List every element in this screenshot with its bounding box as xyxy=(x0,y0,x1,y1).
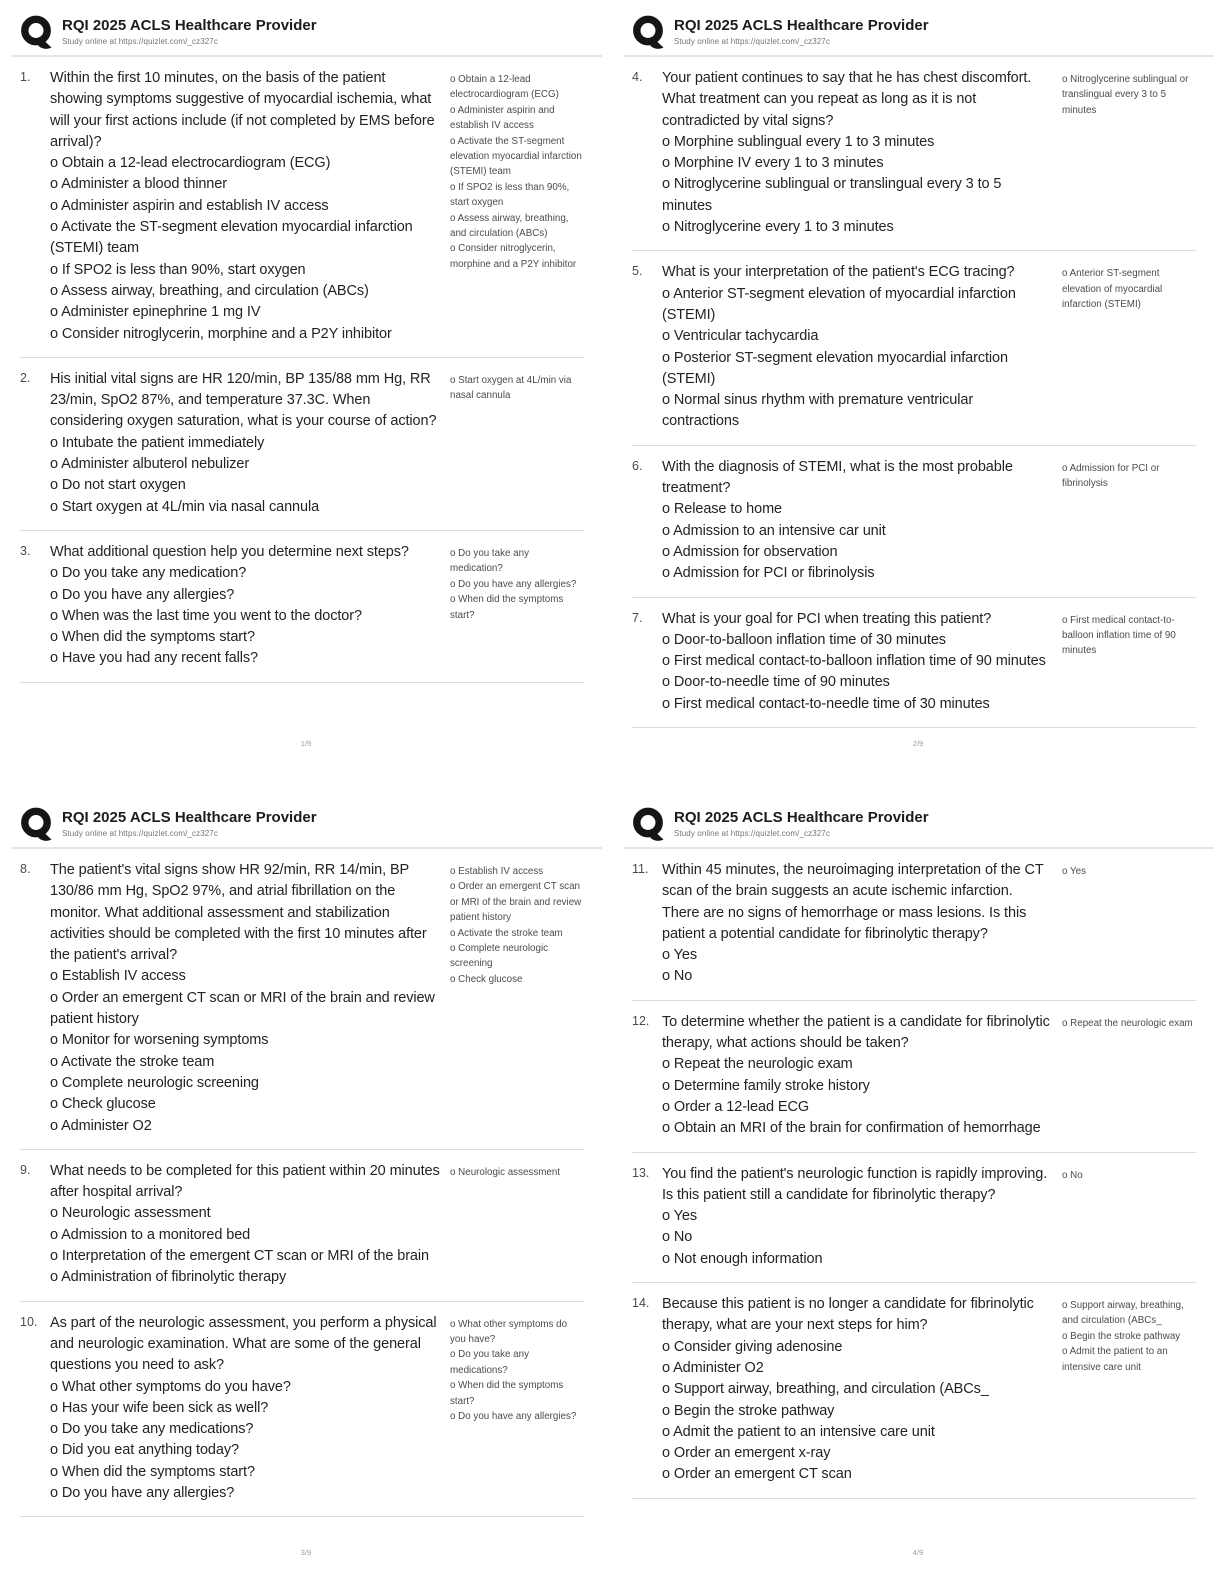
correct-answer: o Admission for PCI or fibrinolysis xyxy=(1062,462,1160,490)
quizlet-q-logo-icon xyxy=(632,15,665,50)
correct-answer: o If SPO2 is less than 90%, start oxygen xyxy=(450,181,570,209)
question-row xyxy=(632,57,1196,251)
question-option: o Administer albuterol nebulizer xyxy=(50,456,250,473)
question-content xyxy=(50,1161,441,1289)
question-option: o Administer a blood thinner xyxy=(50,176,227,193)
page-title: RQI 2025 ACLS Healthcare Provider xyxy=(674,17,929,34)
question-option: o Establish IV access xyxy=(50,968,186,985)
correct-answer: o Assess airway, breathing, and circulation (ABCs) xyxy=(450,212,569,240)
question-option: o Obtain a 12-lead electrocardiogram (ECG) xyxy=(50,155,331,172)
question-number: 3. xyxy=(20,543,31,558)
question-option: o Has your wife been sick as well? xyxy=(50,1399,269,1416)
correct-answer: o Yes xyxy=(1062,866,1086,877)
correct-answer-column xyxy=(1062,1294,1196,1375)
page-4 xyxy=(612,792,1224,1584)
correct-answer-column xyxy=(1062,1012,1196,1031)
question-row xyxy=(20,849,584,1150)
header-text xyxy=(62,806,317,838)
question-number: 14. xyxy=(632,1296,650,1311)
question-number: 10. xyxy=(20,1314,38,1329)
correct-answer: o No xyxy=(1062,1169,1083,1181)
question-prompt: What additional question help you determine next steps? xyxy=(50,543,409,560)
question-row xyxy=(20,358,584,531)
page-header xyxy=(632,806,1196,842)
question-option: o Repeat the neurologic exam xyxy=(662,1056,853,1073)
correct-answer-column xyxy=(1062,262,1196,312)
question-option: o Ventricular tachycardia xyxy=(662,328,819,345)
question-option: o Order a 12-lead ECG xyxy=(662,1098,809,1115)
quizlet-q-logo-icon xyxy=(20,15,53,50)
question-content xyxy=(662,1012,1053,1140)
correct-answer: o Order an emergent CT scan or MRI of the brain and review patient history xyxy=(450,881,582,924)
page-1 xyxy=(0,0,612,792)
question-content xyxy=(662,68,1053,238)
correct-answer: o Administer aspirin and establish IV access xyxy=(450,104,555,132)
page-number: 3/9 xyxy=(300,1548,312,1557)
correct-answer: o Consider nitroglycerin, morphine and a P2Y inhibitor xyxy=(450,243,577,270)
correct-answer: o Support airway, breathing, and circulation (ABCs_ xyxy=(1062,1300,1184,1327)
correct-answer-column xyxy=(1062,457,1196,492)
question-list xyxy=(632,849,1196,1499)
question-option: o Activate the stroke team xyxy=(50,1053,215,1070)
study-online-url: Study online at https://quizlet.com/_cz327c xyxy=(674,37,830,47)
question-option: o If SPO2 is less than 90%, start oxygen xyxy=(50,261,306,278)
question-option: o First medical contact-to-balloon inflation time of 90 minutes xyxy=(662,653,1046,670)
question-option: o Do not start oxygen xyxy=(50,477,186,494)
question-content xyxy=(662,1294,1053,1486)
question-row xyxy=(20,1150,584,1302)
question-option: o Do you have any allergies? xyxy=(50,1485,235,1502)
correct-answer: o Neurologic assessment xyxy=(450,1166,560,1178)
correct-answer-column xyxy=(450,860,584,987)
question-content xyxy=(50,369,441,518)
question-option: o Consider giving adenosine xyxy=(662,1338,843,1355)
page-number: 4/9 xyxy=(912,1548,924,1557)
question-row xyxy=(632,1153,1196,1283)
question-row xyxy=(20,57,584,358)
question-prompt: Within the first 10 minutes, on the basis of the patient showing symptoms suggestive of myocardial ischemia, what will your first actions include (if not completed by EMS before arrival)? xyxy=(50,70,435,150)
question-option: o Intubate the patient immediately xyxy=(50,434,265,451)
question-option: o When did the symptoms start? xyxy=(50,1463,255,1480)
question-option: o Anterior ST-segment elevation of myocardial infarction (STEMI) xyxy=(662,285,1016,323)
question-option: o When did the symptoms start? xyxy=(50,629,255,646)
question-content xyxy=(50,542,441,670)
correct-answer: o When did the symptoms start? xyxy=(450,594,564,621)
question-option: o Support airway, breathing, and circulation (ABCs_ xyxy=(662,1381,989,1398)
question-option: o Morphine IV every 1 to 3 minutes xyxy=(662,155,884,172)
page-header xyxy=(20,14,584,50)
question-option: o Admission for observation xyxy=(662,543,838,560)
question-number: 2. xyxy=(20,370,31,385)
correct-answer-column xyxy=(450,68,584,272)
question-option: o No xyxy=(662,968,693,985)
question-list xyxy=(20,57,584,683)
question-option: o Admission to an intensive car unit xyxy=(662,522,886,539)
question-option: o Order an emergent x-ray xyxy=(662,1445,831,1462)
page-title: RQI 2025 ACLS Healthcare Provider xyxy=(674,809,929,826)
question-option: o Determine family stroke history xyxy=(662,1077,870,1094)
correct-answer: o Activate the ST-segment elevation myocardial infarction (STEMI) team xyxy=(450,135,582,178)
study-online-url: Study online at https://quizlet.com/_cz327c xyxy=(62,829,218,839)
question-option: o Complete neurologic screening xyxy=(50,1074,259,1091)
question-prompt: What is your goal for PCI when treating this patient? xyxy=(662,610,992,627)
question-option: o Not enough information xyxy=(662,1250,823,1267)
question-number: 12. xyxy=(632,1013,650,1028)
quizlet-q-logo-icon xyxy=(632,807,665,842)
question-prompt: You find the patient's neurologic function is rapidly improving. Is this patient still a candidate for fibrinolytic therapy? xyxy=(662,1165,1048,1203)
question-prompt: Within 45 minutes, the neuroimaging interpretation of the CT scan of the brain suggests an acute ischemic infarction. There are no signs of hemorrhage or mass lesions. Is this patient a potential candidate for fibrinolytic therapy? xyxy=(662,862,1044,942)
question-option: o Yes xyxy=(662,1208,697,1225)
question-content xyxy=(50,68,441,345)
correct-answer: o First medical contact-to-balloon inflation time of 90 minutes xyxy=(1062,614,1176,657)
header-text xyxy=(674,14,929,46)
question-number: 7. xyxy=(632,610,643,625)
header-text xyxy=(674,806,929,838)
question-row xyxy=(20,1302,584,1518)
correct-answer-column xyxy=(450,369,584,404)
question-option: o Activate the ST-segment elevation myocardial infarction (STEMI) team xyxy=(50,219,413,257)
question-row xyxy=(632,446,1196,598)
question-row xyxy=(632,1283,1196,1499)
header-text xyxy=(62,14,317,46)
question-list xyxy=(632,57,1196,728)
question-number: 5. xyxy=(632,264,643,279)
question-prompt: To determine whether the patient is a candidate for fibrinolytic therapy, what actions should be taken? xyxy=(662,1013,1050,1052)
question-prompt: As part of the neurologic assessment, you perform a physical and neurologic examination. What are some of the general questions you need to ask? xyxy=(50,1314,437,1374)
question-content xyxy=(662,1164,1053,1270)
question-row xyxy=(20,531,584,683)
question-option: o Obtain an MRI of the brain for confirmation of hemorrhage xyxy=(662,1120,1041,1137)
correct-answer: o What other symptoms do you have? xyxy=(450,1318,568,1346)
question-option: o Check glucose xyxy=(50,1096,156,1113)
question-number: 1. xyxy=(20,70,31,84)
question-prompt: The patient's vital signs show HR 92/min, RR 14/min, BP 130/86 mm Hg, SpO2 97%, and atrial fibrillation on the monitor. What additional assessment and stabilization activities should be completed with the first 10 minutes after the patient's arrival? xyxy=(50,862,427,964)
question-number: 4. xyxy=(632,70,643,84)
question-number: 6. xyxy=(632,458,643,473)
question-option: o Posterior ST-segment elevation myocardial infarction (STEMI) xyxy=(662,349,1008,387)
question-option: o Yes xyxy=(662,947,697,964)
question-option: o Administration of fibrinolytic therapy xyxy=(50,1269,287,1286)
question-option: o Order an emergent CT scan xyxy=(662,1466,852,1483)
question-content xyxy=(662,609,1053,715)
correct-answer: o Establish IV access xyxy=(450,866,544,877)
correct-answer: o Do you take any medications? xyxy=(450,1349,529,1376)
correct-answer-column xyxy=(1062,1164,1196,1183)
correct-answer: o When did the symptoms start? xyxy=(450,1380,564,1407)
question-number: 8. xyxy=(20,862,31,876)
correct-answer: o Begin the stroke pathway xyxy=(1062,1330,1181,1342)
correct-answer: o Do you take any medication? xyxy=(450,547,529,575)
correct-answer: o Do you have any allergies? xyxy=(450,1411,577,1423)
question-number: 9. xyxy=(20,1162,31,1177)
question-prompt: His initial vital signs are HR 120/min, BP 135/88 mm Hg, RR 23/min, SpO2 87%, and temperature 37.3C. When considering oxygen saturation, what is your course of action? xyxy=(50,370,437,430)
correct-answer-column xyxy=(1062,609,1196,659)
question-option: o Door-to-balloon inflation time of 30 minutes xyxy=(662,631,946,648)
question-option: o Normal sinus rhythm with premature ventricular contractions xyxy=(662,392,974,430)
question-option: o No xyxy=(662,1229,693,1246)
correct-answer: o Check glucose xyxy=(450,973,523,985)
correct-answer: o Do you have any allergies? xyxy=(450,578,577,590)
question-option: o Administer O2 xyxy=(662,1359,764,1376)
question-prompt: Your patient continues to say that he has chest discomfort. What treatment can you repeat as long as it is not contradicted by vital signs? xyxy=(662,70,1032,129)
correct-answer-column xyxy=(1062,860,1196,879)
question-option: o Nitroglycerine every 1 to 3 minutes xyxy=(662,219,894,236)
page-3 xyxy=(0,792,612,1584)
question-option: o Do you take any medications? xyxy=(50,1421,254,1438)
question-row xyxy=(632,251,1196,445)
question-number: 13. xyxy=(632,1165,650,1180)
question-prompt: What is your interpretation of the patient's ECG tracing? xyxy=(662,264,1015,281)
question-option: o Neurologic assessment xyxy=(50,1205,211,1222)
question-option: o Door-to-needle time of 90 minutes xyxy=(662,674,890,691)
correct-answer: o Start oxygen at 4L/min via nasal cannula xyxy=(450,374,572,402)
page-2 xyxy=(612,0,1224,792)
correct-answer: o Obtain a 12-lead electrocardiogram (ECG) xyxy=(450,74,559,101)
question-option: o Have you had any recent falls? xyxy=(50,650,258,667)
question-option: o Begin the stroke pathway xyxy=(662,1402,835,1419)
question-list xyxy=(20,849,584,1517)
study-online-url: Study online at https://quizlet.com/_cz327c xyxy=(62,37,218,47)
question-option: o First medical contact-to-needle time of 30 minutes xyxy=(662,695,990,712)
question-prompt: With the diagnosis of STEMI, what is the most probable treatment? xyxy=(662,458,1013,497)
correct-answer-column xyxy=(450,1161,584,1180)
question-option: o Administer O2 xyxy=(50,1117,152,1134)
question-option: o Consider nitroglycerin, morphine and a P2Y inhibitor xyxy=(50,325,392,342)
question-content xyxy=(50,860,441,1137)
correct-answer: o Anterior ST-segment elevation of myocardial infarction (STEMI) xyxy=(1062,268,1163,311)
question-content xyxy=(50,1313,441,1505)
question-option: o Admission for PCI or fibrinolysis xyxy=(662,565,875,582)
question-content xyxy=(662,457,1053,585)
correct-answer-column xyxy=(1062,68,1196,118)
question-option: o Order an emergent CT scan or MRI of the brain and review patient history xyxy=(50,989,435,1028)
page-title: RQI 2025 ACLS Healthcare Provider xyxy=(62,809,317,826)
question-number: 11. xyxy=(632,862,649,876)
question-row xyxy=(632,1001,1196,1153)
question-option: o Admit the patient to an intensive care unit xyxy=(662,1423,935,1440)
page-header xyxy=(20,806,584,842)
page-number: 2/9 xyxy=(912,739,924,748)
question-prompt: Because this patient is no longer a candidate for fibrinolytic therapy, what are your next steps for him? xyxy=(662,1296,1034,1334)
question-option: o Monitor for worsening symptoms xyxy=(50,1032,269,1049)
question-option: o Do you take any medication? xyxy=(50,565,247,582)
question-option: o Admission to a monitored bed xyxy=(50,1226,251,1243)
correct-answer: o Nitroglycerine sublingual or translingual every 3 to 5 minutes xyxy=(1062,74,1189,116)
page-number: 1/9 xyxy=(300,739,312,748)
question-option: o Administer epinephrine 1 mg IV xyxy=(50,304,261,321)
question-option: o Morphine sublingual every 1 to 3 minutes xyxy=(662,133,935,150)
question-row xyxy=(632,598,1196,728)
correct-answer: o Admit the patient to an intensive care unit xyxy=(1062,1346,1168,1373)
question-content xyxy=(662,262,1053,432)
question-option: o What other symptoms do you have? xyxy=(50,1378,291,1395)
correct-answer: o Repeat the neurologic exam xyxy=(1062,1017,1193,1029)
question-option: o Nitroglycerine sublingual or translingual every 3 to 5 minutes xyxy=(662,176,1002,214)
question-option: o Administer aspirin and establish IV access xyxy=(50,197,329,214)
correct-answer: o Activate the stroke team xyxy=(450,927,563,939)
question-row xyxy=(632,849,1196,1001)
page-title: RQI 2025 ACLS Healthcare Provider xyxy=(62,17,317,34)
question-option: o Do you have any allergies? xyxy=(50,586,235,603)
quizlet-q-logo-icon xyxy=(20,807,53,842)
correct-answer: o Complete neurologic screening xyxy=(450,943,549,970)
page-header xyxy=(632,14,1196,50)
question-option: o Release to home xyxy=(662,501,783,518)
question-option: o Did you eat anything today? xyxy=(50,1442,239,1459)
question-content xyxy=(662,860,1053,988)
question-option: o When was the last time you went to the doctor? xyxy=(50,607,362,624)
correct-answer-column xyxy=(450,542,584,623)
question-option: o Interpretation of the emergent CT scan or MRI of the brain xyxy=(50,1248,429,1265)
study-online-url: Study online at https://quizlet.com/_cz327c xyxy=(674,829,830,839)
question-prompt: What needs to be completed for this patient within 20 minutes after hospital arrival? xyxy=(50,1162,440,1201)
correct-answer-column xyxy=(450,1313,584,1425)
question-option: o Assess airway, breathing, and circulation (ABCs) xyxy=(50,282,369,299)
question-option: o Start oxygen at 4L/min via nasal cannula xyxy=(50,498,320,515)
